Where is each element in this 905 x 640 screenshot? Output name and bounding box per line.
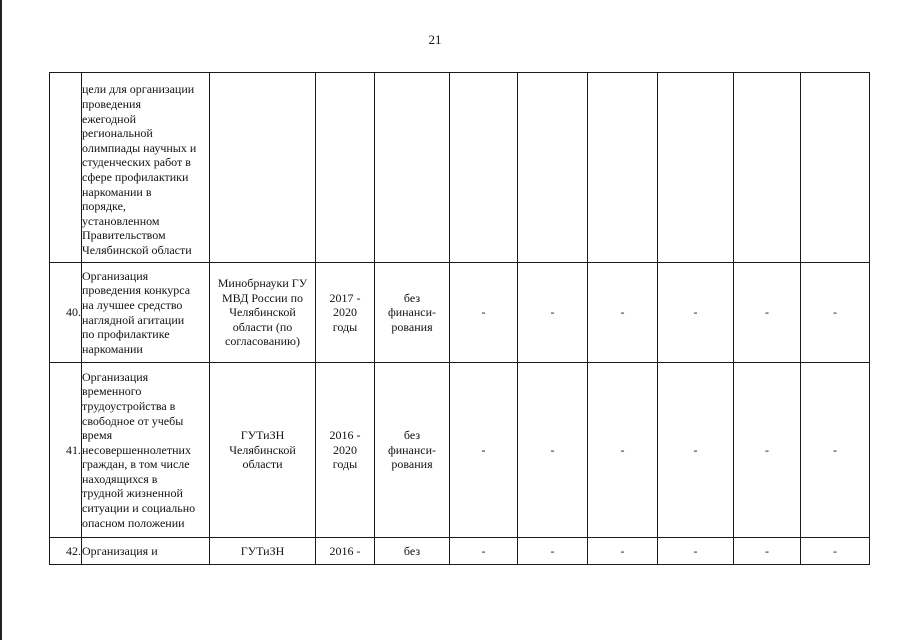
- table-row-40: [50, 263, 870, 363]
- value-cell: [658, 73, 734, 263]
- measure-name: Организация временного трудоустройства в свободное от учебы время несовершеннолетних граждан, в том числе находящихся в трудной жизненной ситуации и социально опасном положении: [82, 363, 210, 538]
- value-cell: [801, 73, 870, 263]
- table-row-42: [50, 538, 870, 565]
- value-cell: [588, 73, 658, 263]
- measure-name: Организация проведения конкурса на лучшее средство наглядной агитации по профилактике наркомании: [82, 263, 210, 363]
- value-cell: -: [588, 538, 658, 565]
- row-number: 42.: [50, 538, 82, 565]
- value-cell: [518, 73, 588, 263]
- term: [316, 73, 375, 263]
- measure-name: цели для организации проведения ежегодной региональной олимпиады научных и студенческих работ в сфере профилактики наркомании в порядке, установленном Правительством Челябинской области: [82, 73, 210, 263]
- row-number: 40.: [50, 263, 82, 363]
- value-cell: -: [450, 538, 518, 565]
- value-cell: [734, 73, 801, 263]
- value-cell: -: [588, 363, 658, 538]
- value-cell: -: [734, 538, 801, 565]
- value-cell: -: [801, 263, 870, 363]
- value-cell: -: [801, 538, 870, 565]
- term: 2016 -: [316, 538, 375, 565]
- value-cell: -: [588, 263, 658, 363]
- table-row-41: [50, 363, 870, 538]
- value-cell: -: [658, 538, 734, 565]
- scan-edge-line: [0, 0, 2, 640]
- table-row-continuation: [50, 73, 870, 263]
- measure-name: Организация и: [82, 538, 210, 565]
- value-cell: -: [518, 263, 588, 363]
- value-cell: -: [518, 538, 588, 565]
- value-cell: -: [450, 363, 518, 538]
- value-cell: -: [450, 263, 518, 363]
- funding-source: без финанси- рования: [375, 363, 450, 538]
- term: 2016 - 2020 годы: [316, 363, 375, 538]
- value-cell: -: [518, 363, 588, 538]
- value-cell: -: [801, 363, 870, 538]
- value-cell: -: [734, 363, 801, 538]
- page-number: 21: [428, 32, 442, 47]
- funding-source: без: [375, 538, 450, 565]
- executor: [210, 73, 316, 263]
- funding-source: [375, 73, 450, 263]
- program-measures-table: [49, 72, 870, 565]
- executor: ГУТиЗН Челябинской области: [210, 363, 316, 538]
- value-cell: -: [734, 263, 801, 363]
- value-cell: [450, 73, 518, 263]
- row-number: 41.: [50, 363, 82, 538]
- value-cell: -: [658, 363, 734, 538]
- row-number: [50, 73, 82, 263]
- value-cell: -: [658, 263, 734, 363]
- term: 2017 - 2020 годы: [316, 263, 375, 363]
- executor: ГУТиЗН: [210, 538, 316, 565]
- executor: Минобрнауки ГУ МВД России по Челябинской области (по согласованию): [210, 263, 316, 363]
- funding-source: без финанси- рования: [375, 263, 450, 363]
